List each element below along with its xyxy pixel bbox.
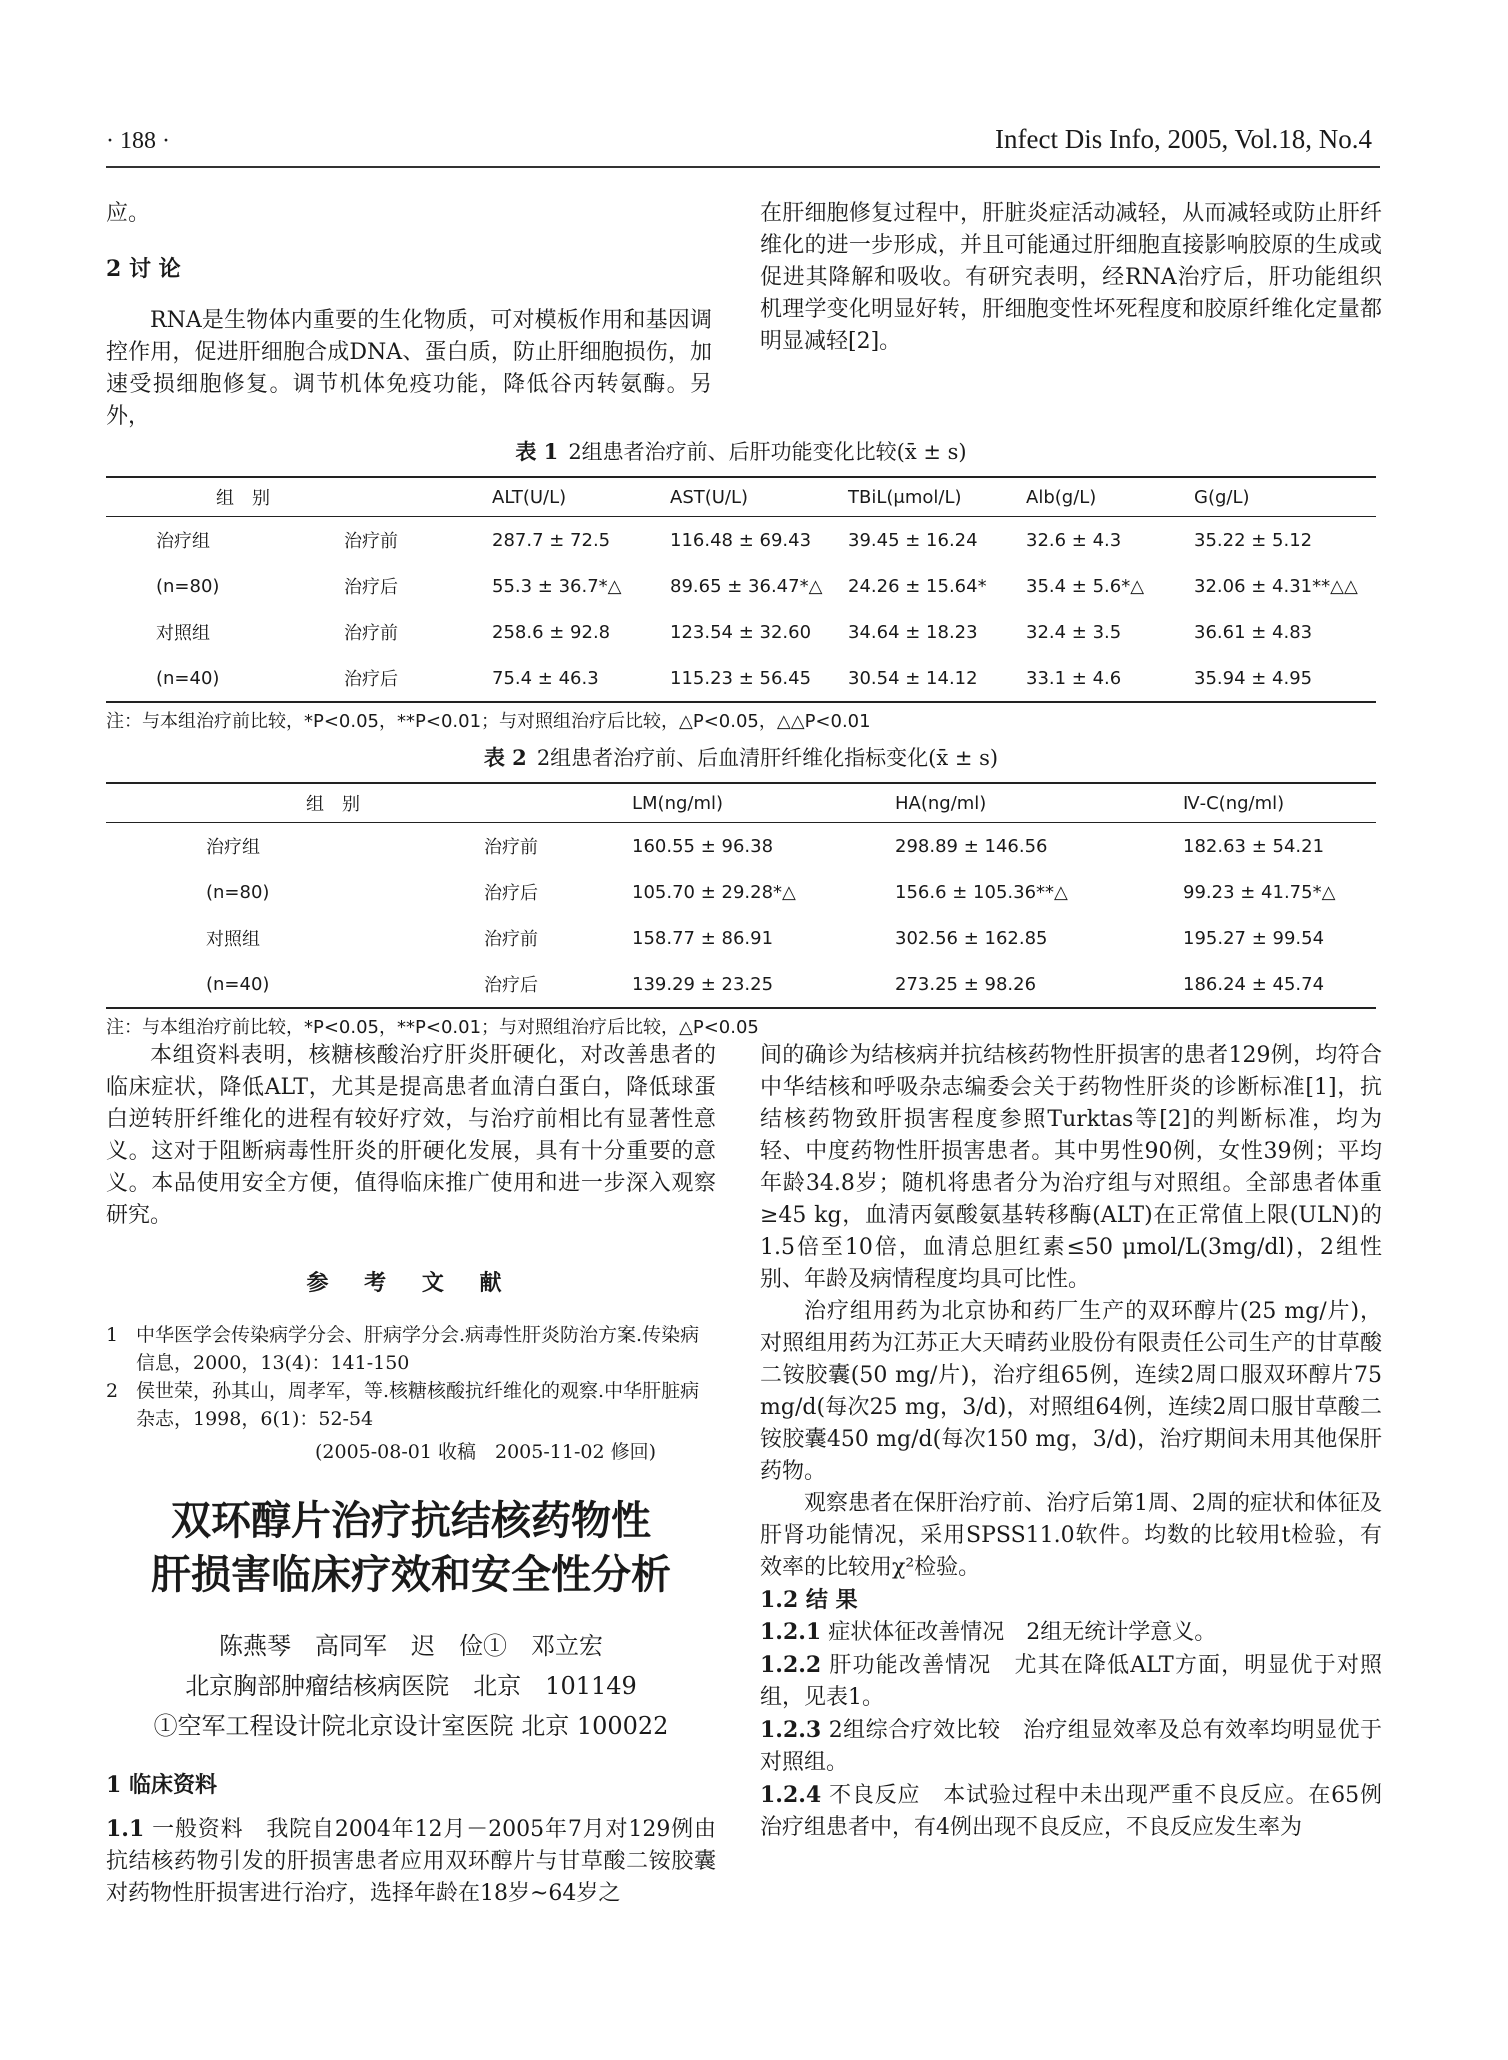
- table-cell: 治疗后: [344, 577, 398, 598]
- table-cell: 治疗组: [206, 837, 260, 858]
- drug-paragraph: 治疗组用药为北京协和药厂生产的双环醇片(25 mg/片)，对照组用药为江苏正大天晴药业股份有限责任公司生产的甘草酸二铵胶囊(50 mg/片)，治疗组65例，连续2周口服双环醇片75 mg/d(每次25 mg，3/d)，对照组64例，连续2周口服甘草酸二铵胶囊450 mg/d(每次150 mg，3/d)，治疗期间未用其他保肝药物。: [760, 1299, 1382, 1484]
- table-cell: 182.63 ± 54.21: [1183, 835, 1325, 857]
- table-cell: 160.55 ± 96.38: [632, 835, 774, 857]
- table-row: [106, 869, 1376, 915]
- table-cell: 36.61 ± 4.83: [1194, 621, 1313, 643]
- continued-text: 应。: [106, 201, 151, 226]
- table-2-caption: [106, 742, 1376, 772]
- table-cell: 55.3 ± 36.7*△: [492, 575, 622, 597]
- table-cell: 治疗前: [344, 531, 398, 552]
- section-paragraph: [106, 1813, 716, 1910]
- table-cell: 287.7 ± 72.5: [492, 529, 611, 551]
- table-cell: 34.64 ± 18.23: [848, 621, 978, 643]
- discussion-continued: 在肝细胞修复过程中，肝脏炎症活动减轻，从而减轻或防止肝纤维化的进一步形成，并且可能通过肝细胞直接影响胶原的生成或促进其降解和吸收。有研究表明，经RNA治疗后，肝功能组织机理学变化明显好转，肝细胞变性坏死程度和胶原纤维化定量都明显减轻[2]。: [760, 201, 1382, 354]
- reference-item: [106, 1377, 716, 1433]
- article-title-line: 肝损害临床疗效和安全性分析: [151, 1552, 671, 1598]
- table-cell: (n=40): [106, 961, 480, 1008]
- author-list: 陈燕琴 高同军 迟 俭① 邓立宏: [219, 1632, 603, 1660]
- table-cell: 115.23 ± 56.45: [666, 655, 844, 702]
- top-right-column: [760, 198, 1382, 358]
- table-cell: 治疗后: [480, 961, 628, 1008]
- subsection-number: 1.2.1: [760, 1619, 822, 1645]
- table-cell: 33.1 ± 4.6: [1022, 655, 1190, 702]
- table-cell: 258.6 ± 92.8: [492, 621, 611, 643]
- paragraph-text: 一般资料 我院自2004年12月－2005年7月对129例由抗结核药物引发的肝损害患者应用双环醇片与甘草酸二铵胶囊对药物性肝损害进行治疗，选择年龄在18岁~64岁之: [106, 1817, 716, 1906]
- header-cell: LM(ng/ml): [628, 783, 891, 823]
- page-number: · 188 ·: [106, 128, 170, 154]
- table-cell: 116.48 ± 69.43: [670, 529, 812, 551]
- header-cell: Alb(g/L): [1022, 477, 1190, 517]
- table-cell: 治疗后: [484, 883, 538, 904]
- table-cell: 35.4 ± 5.6*△: [1026, 575, 1145, 597]
- references-heading: 参 考 文 献: [306, 1270, 516, 1296]
- paragraph-text: 2组综合疗效比较 治疗组显效率及总有效率均明显优于对照组。: [760, 1718, 1382, 1775]
- affiliation: ①空军工程设计院北京设计室医院 北京 100022: [153, 1712, 669, 1740]
- table-cell: 39.45 ± 16.24: [848, 529, 978, 551]
- table-2-grid: [106, 782, 1376, 1009]
- table-cell: 298.89 ± 146.56: [895, 835, 1048, 857]
- header-cell: Ⅳ-C(ng/ml): [1179, 783, 1376, 823]
- bottom-right-column: [760, 1040, 1382, 1844]
- table-cell: 302.56 ± 162.85: [895, 927, 1048, 949]
- paragraph-text: 肝功能改善情况 尤其在降低ALT方面，明显优于对照组，见表1。: [760, 1653, 1382, 1710]
- table-cell: (n=80): [206, 881, 270, 903]
- header-rule: [106, 166, 1380, 168]
- result-item: [760, 1616, 1382, 1649]
- results-heading: 1.2 结 果: [760, 1587, 858, 1613]
- table-cell: 治疗后: [340, 655, 488, 702]
- table-header-row: [106, 477, 1376, 517]
- table-cell: 123.54 ± 32.60: [670, 621, 812, 643]
- table-row: [106, 609, 1376, 655]
- subsection-number: 1.2.2: [760, 1652, 822, 1678]
- article-title: [106, 1494, 716, 1602]
- paragraph-text: 症状体征改善情况 2组无统计学意义。: [828, 1620, 1217, 1645]
- result-item: [760, 1779, 1382, 1844]
- table-cell: 35.22 ± 5.12: [1194, 529, 1313, 551]
- reference-number: 1: [106, 1324, 119, 1346]
- journal-citation: Infect Dis Info, 2005, Vol.18, No.4: [995, 124, 1372, 154]
- table-cell: 对照组: [206, 929, 260, 950]
- header-cell: G(g/L): [1190, 477, 1376, 517]
- table-cell: 32.6 ± 4.3: [1026, 529, 1122, 551]
- table-cell: 治疗前: [484, 837, 538, 858]
- table-header-row: [106, 783, 1376, 823]
- table-cell: 89.65 ± 36.47*△: [670, 575, 823, 597]
- table-1-grid: [106, 476, 1376, 703]
- table-cell: 99.23 ± 41.75*△: [1183, 881, 1336, 903]
- table-cell: 186.24 ± 45.74: [1179, 961, 1376, 1008]
- top-left-column: [106, 198, 712, 433]
- table-2-label: 表 2: [483, 745, 527, 770]
- paragraph-text: 不良反应 本试验过程中未出现严重不良反应。在65例治疗组患者中，有4例出现不良反应，不良反应发生率为: [760, 1783, 1383, 1840]
- table-1-caption: [106, 436, 1376, 466]
- reference-text: 侯世荣，孙其山，周孝军，等.核糖核酸抗纤维化的观察.中华肝脏病杂志，1998，6(1)：52-54: [136, 1380, 700, 1430]
- table-cell: 139.29 ± 23.25: [628, 961, 891, 1008]
- patients-paragraph: 间的确诊为结核病并抗结核药物性肝损害的患者129例，均符合中华结核和呼吸杂志编委会关于药物性肝炎的诊断标准[1]，抗结核药物致肝损害程度参照Turktas等[2]的判断标准，均为轻、中度药物性肝损害患者。其中男性90例，女性39例；平均年龄34.8岁；随机将患者分为治疗组与对照组。全部患者体重≥45 kg，血清丙氨酸氨基转移酶(ALT)在正常值上限(ULN)的1.5倍至10倍，血清总胆红素≤50 μmol/L(3mg/dl)，2组性别、年龄及病情程度均具可比性。: [760, 1043, 1382, 1292]
- article-title-line: 双环醇片治疗抗结核药物性: [171, 1498, 651, 1544]
- table-row: [106, 961, 1376, 1008]
- table-cell: 治疗前: [484, 929, 538, 950]
- result-item: [760, 1714, 1382, 1779]
- table-cell: 对照组: [156, 623, 210, 644]
- table-cell: 195.27 ± 99.54: [1183, 927, 1325, 949]
- reference-number: 2: [106, 1380, 119, 1402]
- reference-item: [106, 1321, 716, 1377]
- table-row: [106, 655, 1376, 702]
- table-row: [106, 563, 1376, 609]
- table-cell: (n=40): [106, 655, 340, 702]
- observation-paragraph: 观察患者在保肝治疗前、治疗后第1周、2周的症状和体征及肝肾功能情况，采用SPSS11.0软件。均数的比较用t检验，有效率的比较用χ²检验。: [760, 1491, 1382, 1580]
- table-row: [106, 517, 1376, 564]
- received-dates: (2005-08-01 收稿 2005-11-02 修回): [315, 1441, 656, 1463]
- subsection-number: 1.2.4: [760, 1782, 822, 1808]
- table-cell: 治疗前: [344, 623, 398, 644]
- table-1-note: 注：与本组治疗前比较，*P<0.05，**P<0.01；与对照组治疗后比较，△P<0.05，△△P<0.01: [106, 711, 871, 732]
- discussion-heading: 2 讨 论: [106, 256, 181, 282]
- table-cell: (n=80): [156, 575, 220, 597]
- table-2: [106, 742, 1376, 1039]
- table-cell: 158.77 ± 86.91: [632, 927, 774, 949]
- affiliation: 北京胸部肿瘤结核病医院 北京 101149: [185, 1672, 637, 1700]
- table-row: [106, 915, 1376, 961]
- discussion-paragraph: RNA是生物体内重要的生化物质，可对模板作用和基因调控作用，促进肝细胞合成DNA、蛋白质，防止肝细胞损伤，加速受损细胞修复。调节机体免疫功能，降低谷丙转氨酶。另外，: [106, 308, 712, 429]
- header-cell: AST(U/L): [666, 477, 844, 517]
- conclusion-paragraph: 本组资料表明，核糖核酸治疗肝炎肝硬化，对改善患者的临床症状，降低ALT，尤其是提高患者血清白蛋白，降低球蛋白逆转肝纤维化的进程有较好疗效，与治疗前相比有显著性意义。这对于阻断病毒性肝炎的肝硬化发展，具有十分重要的意义。本品使用安全方便，值得临床推广使用和进一步深入观察研究。: [106, 1043, 716, 1228]
- table-cell: 30.54 ± 14.12: [844, 655, 1022, 702]
- table-cell: 24.26 ± 15.64*: [848, 575, 987, 597]
- table-1-title: 2组患者治疗前、后肝功能变化比较(x̄ ± s): [568, 440, 967, 464]
- header-cell: 组 别: [106, 477, 340, 517]
- table-2-note: 注：与本组治疗前比较，*P<0.05，**P<0.01；与对照组治疗后比较，△P<0.05: [106, 1017, 759, 1038]
- table-cell: 156.6 ± 105.36**△: [895, 881, 1068, 903]
- section-heading: 1 临床资料: [106, 1772, 217, 1798]
- table-cell: 273.25 ± 98.26: [891, 961, 1179, 1008]
- result-item: [760, 1649, 1382, 1714]
- reference-text: 中华医学会传染病学分会、肝病学分会.病毒性肝炎防治方案.传染病信息，2000，13(4)：141-150: [136, 1324, 700, 1374]
- subsection-number: 1.1: [106, 1816, 145, 1842]
- table-row: [106, 823, 1376, 870]
- table-cell: 治疗组: [156, 531, 210, 552]
- header-cell: [340, 477, 488, 517]
- table-cell: 32.4 ± 3.5: [1026, 621, 1122, 643]
- table-cell: 32.06 ± 4.31**△△: [1194, 575, 1358, 597]
- table-1: [106, 436, 1376, 733]
- header-cell: ALT(U/L): [488, 477, 666, 517]
- header-cell: [480, 783, 628, 823]
- header-cell: TBiL(μmol/L): [844, 477, 1022, 517]
- table-1-label: 表 1: [515, 439, 559, 464]
- table-2-title: 2组患者治疗前、后血清肝纤维化指标变化(x̄ ± s): [536, 746, 999, 770]
- table-cell: 75.4 ± 46.3: [488, 655, 666, 702]
- bottom-left-column: [106, 1040, 716, 1910]
- header-cell: HA(ng/ml): [891, 783, 1179, 823]
- table-cell: 35.94 ± 4.95: [1190, 655, 1376, 702]
- subsection-number: 1.2.3: [760, 1717, 822, 1743]
- header-cell: 组 别: [106, 783, 480, 823]
- table-cell: 105.70 ± 29.28*△: [632, 881, 796, 903]
